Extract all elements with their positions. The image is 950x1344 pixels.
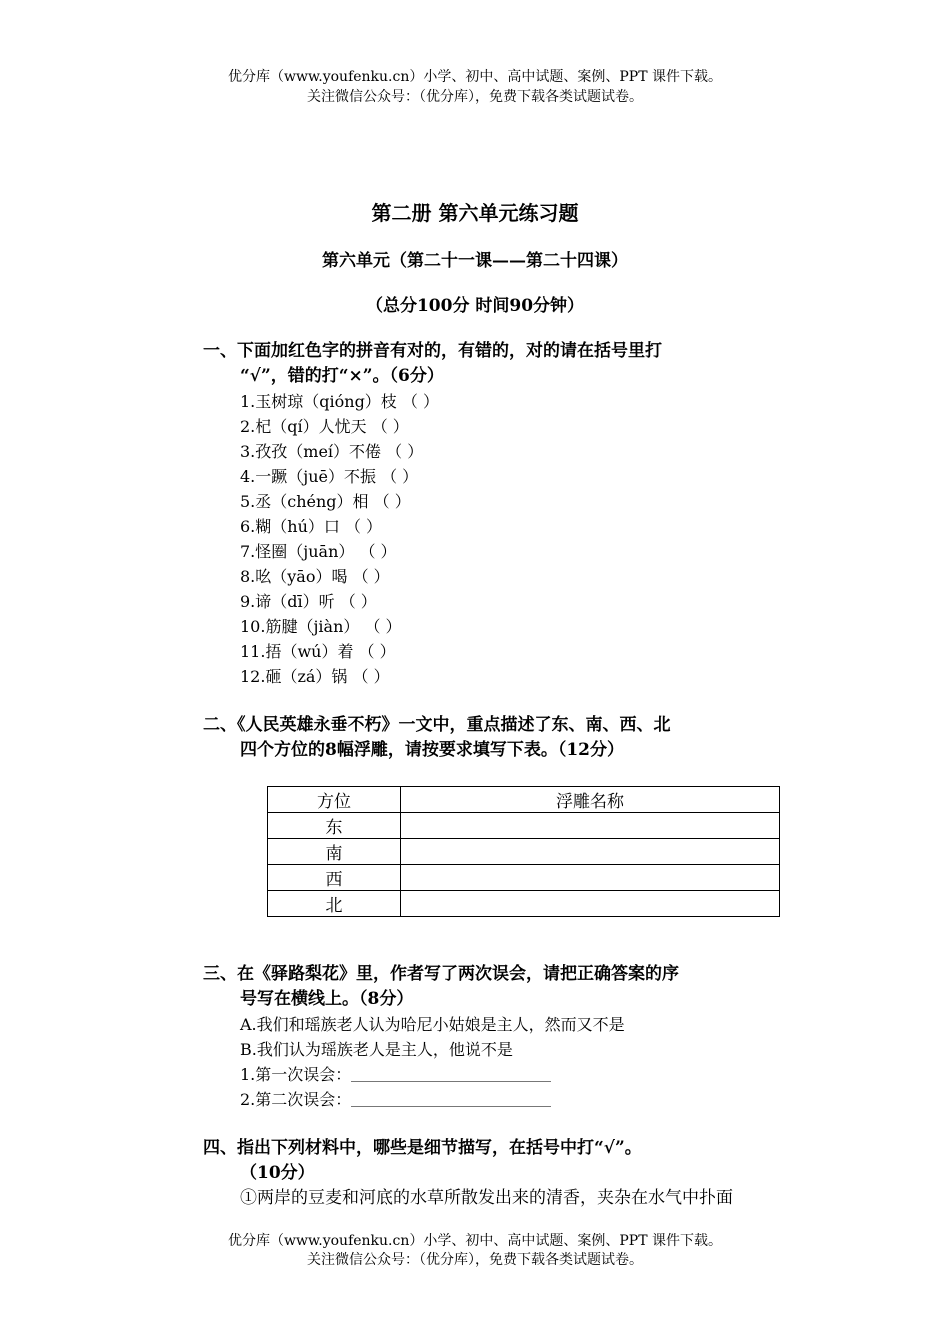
relief-table: [267, 786, 780, 917]
list-item: 9.谛（dī）听 （ ）: [240, 592, 377, 611]
score-info: （总分100分 时间90分钟）: [365, 296, 585, 316]
answer-blank[interactable]: [351, 1088, 551, 1107]
table-header-direction: 方位: [268, 787, 401, 813]
table-header-row: [268, 787, 780, 813]
blank-line-2: [240, 1087, 551, 1112]
list-item: 12.砸（zá）锅 （ ）: [240, 667, 390, 686]
material-item-1: ①两岸的豆麦和河底的水草所散发出来的清香，夹杂在水气中扑面: [240, 1188, 733, 1208]
section1-heading-line1: 一、下面加红色字的拼音有对的，有错的，对的请在括号里打: [203, 341, 662, 361]
table-cell-answer[interactable]: [401, 891, 780, 917]
option-a: A.我们和瑶族老人认为哈尼小姑娘是主人，然而又不是: [240, 1015, 625, 1034]
option-b: B.我们认为瑶族老人是主人，他说不是: [240, 1040, 513, 1059]
section4-heading-line2: （10分）: [240, 1163, 315, 1183]
table-cell-direction: 东: [268, 813, 401, 839]
blank-label: 2.第二次误会：: [240, 1090, 352, 1109]
header-line-2: 关注微信公众号：（优分库），免费下载各类试题试卷。: [307, 89, 643, 105]
section2-heading-line1: 二、《人民英雄永垂不朽》一文中，重点描述了东、南、西、北: [203, 715, 671, 735]
header-line-1: 优分库（www.youfenku.cn）小学、初中、高中试题、案例、PPT 课件下载。: [227, 69, 722, 85]
list-item: 1.玉树琼（qióng）枝 （ ）: [240, 392, 439, 411]
table-cell-direction: 南: [268, 839, 401, 865]
list-item: 11.捂（wú）着 （ ）: [240, 642, 396, 661]
table-row: [268, 813, 780, 839]
section1-heading-line2: “√”，错的打“×”。（6分）: [240, 366, 444, 386]
list-item: 4.一蹶（juē）不振 （ ）: [240, 467, 419, 486]
section2-heading-line2: 四个方位的8幅浮雕，请按要求填写下表。（12分）: [240, 740, 624, 760]
list-item: 3.孜孜（meí）不倦 （ ）: [240, 442, 424, 461]
table-cell-answer[interactable]: [401, 865, 780, 891]
page-subtitle: 第六单元（第二十一课——第二十四课）: [322, 251, 628, 271]
list-item: 8.吆（yāo）喝 （ ）: [240, 567, 390, 586]
footer-line-1: 优分库（www.youfenku.cn）小学、初中、高中试题、案例、PPT 课件下载。: [227, 1233, 722, 1249]
blank-label: 1.第一次误会：: [240, 1065, 352, 1084]
blank-line-1: [240, 1062, 551, 1087]
list-item: 7.怪圈（juān） （ ）: [240, 542, 397, 561]
list-item: 10.筋腱（jiàn） （ ）: [240, 617, 402, 636]
table-cell-answer[interactable]: [401, 813, 780, 839]
list-item: 6.糊（hú）口 （ ）: [240, 517, 383, 536]
list-item: 5.丞（chéng）相 （ ）: [240, 492, 411, 511]
table-row: [268, 865, 780, 891]
section3-heading-line2: 号写在横线上。（8分）: [240, 989, 414, 1009]
page-title: 第二册 第六单元练习题: [371, 201, 579, 225]
table-cell-direction: 北: [268, 891, 401, 917]
table-cell-direction: 西: [268, 865, 401, 891]
section3-heading-line1: 三、在《驿路梨花》里，作者写了两次误会，请把正确答案的序: [203, 964, 679, 984]
table-row: [268, 839, 780, 865]
section4-heading-line1: 四、指出下列材料中，哪些是细节描写，在括号中打“√”。: [203, 1138, 642, 1158]
list-item: 2.杞（qí）人忧天 （ ）: [240, 417, 409, 436]
answer-blank[interactable]: [351, 1063, 551, 1082]
table-cell-answer[interactable]: [401, 839, 780, 865]
table-row: [268, 891, 780, 917]
footer-line-2: 关注微信公众号：（优分库），免费下载各类试题试卷。: [307, 1252, 643, 1268]
table-header-relief-name: 浮雕名称: [401, 787, 780, 813]
